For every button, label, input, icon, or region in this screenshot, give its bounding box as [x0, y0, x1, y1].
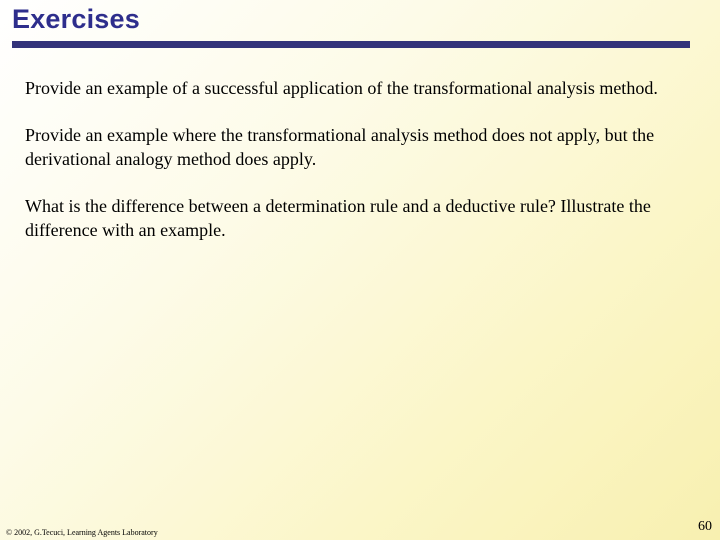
footer-copyright: © 2002, G.Tecuci, Learning Agents Laboratory: [6, 528, 158, 537]
exercise-item: What is the difference between a determination rule and a deductive rule? Illustrate the difference with an example.: [25, 196, 651, 240]
title-underline-bar: [12, 41, 690, 48]
exercise-item: Provide an example of a successful application of the transformational analysis method.: [25, 78, 658, 98]
exercise-item: Provide an example where the transformational analysis method does not apply, but the derivational analogy method does apply.: [25, 125, 655, 169]
exercise-list: [25, 76, 705, 265]
page-number: 60: [698, 519, 712, 534]
slide-title: Exercises: [12, 4, 140, 34]
